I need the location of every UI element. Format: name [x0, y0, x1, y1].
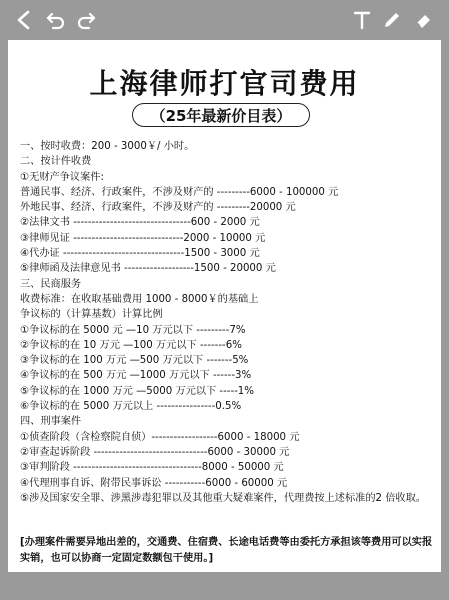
pen-button[interactable] — [380, 8, 404, 32]
list-item: 争议标的（计算基数）计算比例 — [20, 309, 163, 321]
list-item: 一、按时收费：200 - 3000￥/ 小时。 — [20, 141, 195, 152]
bottom-bar — [0, 572, 449, 600]
pen-icon — [382, 10, 402, 30]
document-page — [8, 40, 441, 572]
toolbar — [0, 0, 449, 40]
page-title: 上海律师打官司费用 — [89, 67, 360, 100]
undo-icon — [46, 10, 66, 30]
list-item: ④争议标的在 500 万元 —1000 万元以下 ------3% — [20, 370, 252, 382]
list-item: 三、民商服务 — [20, 278, 82, 290]
back-button[interactable] — [12, 8, 36, 32]
eraser-button[interactable] — [412, 8, 436, 32]
list-item: ⑤律师函及法律意见书 -------------------1500 - 20000 元 — [20, 263, 276, 275]
list-item: 四、刑事案件 — [20, 416, 82, 428]
list-item: ①争议标的在 5000 元 —10 万元以下 ---------7% — [20, 324, 246, 336]
eraser-icon — [414, 10, 434, 30]
list-item: ③律师见证 ------------------------------2000 - 10000 元 — [20, 232, 266, 244]
list-item: ⑥争议标的在 5000 万元以上 ----------------0.5% — [20, 401, 242, 413]
list-item: 外地民事、经济、行政案件，不涉及财产的 ---------20000 元 — [20, 202, 296, 214]
redo-icon — [76, 10, 96, 30]
list-item: 收费标准：在收取基础费用 1000 - 8000￥的基础上 — [20, 293, 259, 305]
list-item: 普通民事、经济、行政案件，不涉及财产的 ---------6000 - 100000 元 — [20, 186, 339, 198]
list-item: ②法律文书 --------------------------------600 - 2000 元 — [20, 217, 260, 229]
list-item: 二、按计件收费 — [20, 156, 92, 168]
list-item: ②争议标的在 10 万元 —100 万元以下 -------6% — [20, 339, 242, 351]
redo-button[interactable] — [74, 8, 98, 32]
list-item: ⑤争议标的在 1000 万元 —5000 万元以下 -----1% — [20, 385, 254, 397]
list-item: ④代办证 ---------------------------------1500 - 3000 元 — [20, 248, 260, 260]
list-item: ④代理刑事自诉、附带民事诉讼 -----------6000 - 60000 元 — [20, 477, 288, 489]
expense-note: [办理案件需要异地出差的，交通费、住宿费、长途电话费等由委托方承担该等费用可以实报实销，也可以协商一定固定数额包干使用。] — [20, 537, 433, 564]
text-tool-button[interactable] — [350, 8, 374, 32]
list-item: ③审判阶段 -----------------------------------8000 - 50000 元 — [20, 462, 284, 474]
page-subtitle: （25年最新价目表） — [132, 103, 310, 127]
list-item: ②审查起诉阶段 -------------------------------6000 - 30000 元 — [20, 446, 290, 458]
undo-button[interactable] — [44, 8, 68, 32]
list-item: ①侦查阶段（含检察院自侦）------------------6000 - 18000 元 — [20, 431, 300, 443]
list-item: ①无财产争议案件: — [20, 171, 104, 183]
text-tool-icon — [352, 10, 372, 30]
chevron-left-icon — [15, 10, 33, 30]
list-item: ③争议标的在 100 万元 —500 万元以下 -------5% — [20, 355, 249, 367]
fee-list — [20, 139, 435, 506]
list-item: ⑤涉及国家安全罪、涉黑涉毒犯罪以及其他重大疑难案件，代理费按上述标准的2 倍收取。 — [20, 492, 426, 504]
